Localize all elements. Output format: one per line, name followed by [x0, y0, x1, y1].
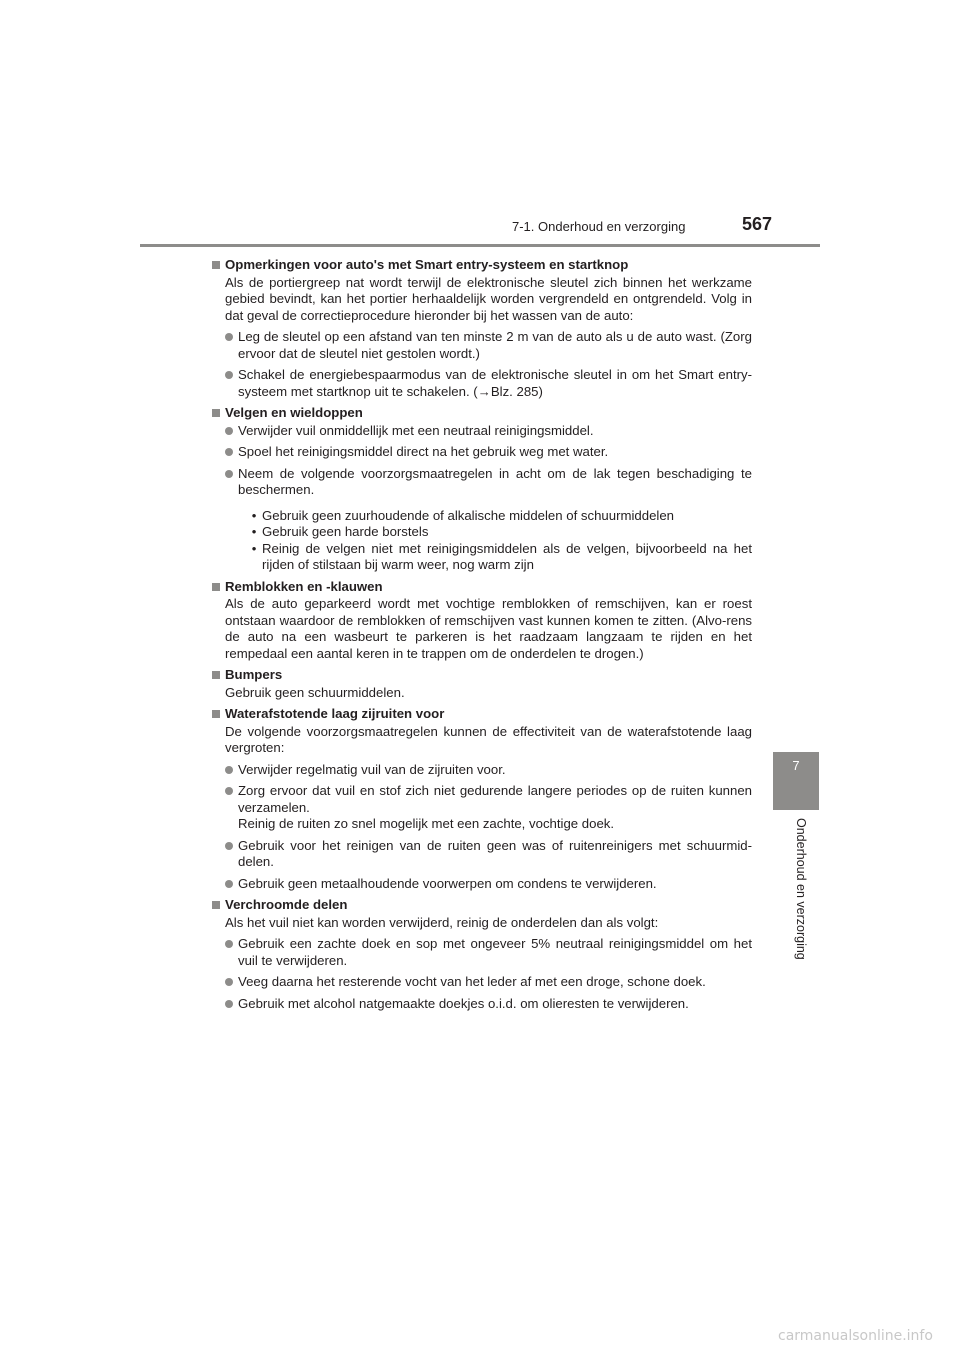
- bullet-icon: [225, 880, 233, 888]
- bullet-icon: [225, 978, 233, 986]
- bullet-icon: [225, 1000, 233, 1008]
- section-smart-entry: [210, 257, 752, 400]
- sub-list-item: • Gebruik geen harde borstels: [251, 524, 429, 539]
- bullet-icon: [225, 427, 233, 435]
- paragraph: De volgende voorzorgsmaatregelen kunnen de effectiviteit van de waterafstotende laag vergroten:: [225, 723, 752, 755]
- list-item: Spoel het reinigingsmiddel direct na het gebruik weg met water.: [225, 444, 752, 461]
- square-bullet-icon: [212, 409, 220, 417]
- square-bullet-icon: [212, 671, 220, 679]
- bullet-icon: [225, 333, 233, 341]
- section-remblokken: [210, 579, 752, 663]
- square-bullet-icon: [212, 261, 220, 269]
- section-title: Verchroomde delen: [225, 897, 348, 912]
- list-item: Zorg ervoor dat vuil en stof zich niet gedurende langere periodes op de ruiten kunnen verzamelen. Reinig de ruiten zo snel mogelijk met een zachte, vochtige doek.: [225, 783, 752, 833]
- bullet-icon: [225, 766, 233, 774]
- header-section-title: 7-1. Onderhoud en verzorging: [512, 219, 686, 234]
- list-item: Verwijder regelmatig vuil van de zijruiten voor.: [225, 762, 752, 779]
- bullet-icon: [225, 940, 233, 948]
- section-title: Bumpers: [225, 667, 283, 682]
- list-item: Verwijder vuil onmiddellijk met een neutraal reinigingsmiddel.: [225, 423, 752, 440]
- section-velgen: [210, 405, 752, 574]
- paragraph: Als het vuil niet kan worden verwijderd, reinig de onderdelen dan als volgt:: [225, 914, 659, 930]
- chapter-tab[interactable]: [773, 752, 819, 810]
- sub-list-item: • Reinig de velgen niet met reinigingsmiddelen als de velgen, bijvoorbeeld na het rijden of stilstaan bij warm weer, nog warm zijn: [251, 540, 752, 572]
- paragraph: Als de portiergreep nat wordt terwijl de elektronische sleutel zich binnen het werkzame gebied bevindt, kan het portier herhaaldelijk worden vergrendeld en ontgrendeld. Volg in dat geval de correctieprocedure hieronder bij het wassen van de auto:: [225, 274, 752, 323]
- section-zijruiten: [210, 706, 752, 892]
- page-reference-text: Schakel de energiebespaarmodus van de elektronische sleutel in om het Smart entry-systeem met startknop uit te schakelen. (→Blz. 285): [238, 367, 752, 399]
- bullet-icon: [225, 448, 233, 456]
- section-title: Velgen en wieldoppen: [225, 405, 363, 420]
- list-item: Leg de sleutel op een afstand van ten minste 2 m van de auto als u de auto wast. (Zorg ervoor dat de sleutel niet gestolen wordt.): [225, 329, 752, 362]
- section-verchroomd: [210, 897, 752, 1012]
- section-title: Opmerkingen voor auto's met Smart entry-systeem en startknop: [225, 257, 629, 272]
- square-bullet-icon: [212, 901, 220, 909]
- list-item: Gebruik een zachte doek en sop met ongeveer 5% neutraal reinigingsmiddel om het vuil te verwijderen.: [225, 936, 752, 969]
- paragraph: Als de auto geparkeerd wordt met vochtige remblokken of remschijven, kan er roest ontstaan waardoor de remblokken of remschijven vast kunnen komen te zitten. (Alvo-rens de auto na een wasbeurt te parkeren is het raadzaam langzaam te rijden en het rempedaal een aantal keren in te trappen om de onderdelen te drogen.): [225, 596, 752, 661]
- list-item: Gebruik geen metaalhoudende voorwerpen om condens te verwijderen.: [225, 876, 752, 893]
- bullet-icon: [225, 470, 233, 478]
- list-item: Neem de volgende voorzorgsmaatregelen in acht om de lak tegen beschadiging te beschermen.: [225, 466, 752, 499]
- page-number: 567: [742, 214, 773, 234]
- square-bullet-icon: [212, 583, 220, 591]
- list-item: Gebruik voor het reinigen van de ruiten geen was of ruitenreinigers met schuurmid-delen.: [225, 838, 752, 871]
- list-item: Gebruik met alcohol natgemaakte doekjes o.i.d. om olieresten te verwijderen.: [225, 996, 752, 1013]
- chapter-label: Onderhoud en verzorging: [794, 818, 808, 960]
- sub-list-item: • Gebruik geen zuurhoudende of alkalische middelen of schuurmiddelen: [251, 507, 675, 523]
- header-divider: [140, 244, 820, 247]
- section-title: Waterafstotende laag zijruiten voor: [225, 706, 445, 721]
- page-content: [210, 257, 752, 1017]
- section-bumpers: [210, 667, 752, 701]
- bullet-icon: [225, 371, 233, 379]
- square-bullet-icon: [212, 710, 220, 718]
- list-item: [225, 367, 752, 400]
- watermark-text: carmanualsonline.info: [778, 1328, 933, 1344]
- list-item: Veeg daarna het resterende vocht van het leder af met een droge, schone doek.: [225, 974, 752, 991]
- bullet-icon: [225, 842, 233, 850]
- section-title: Remblokken en -klauwen: [225, 578, 383, 594]
- chapter-number: 7: [792, 758, 800, 773]
- paragraph: Gebruik geen schuurmiddelen.: [225, 684, 405, 700]
- bullet-icon: [225, 787, 233, 795]
